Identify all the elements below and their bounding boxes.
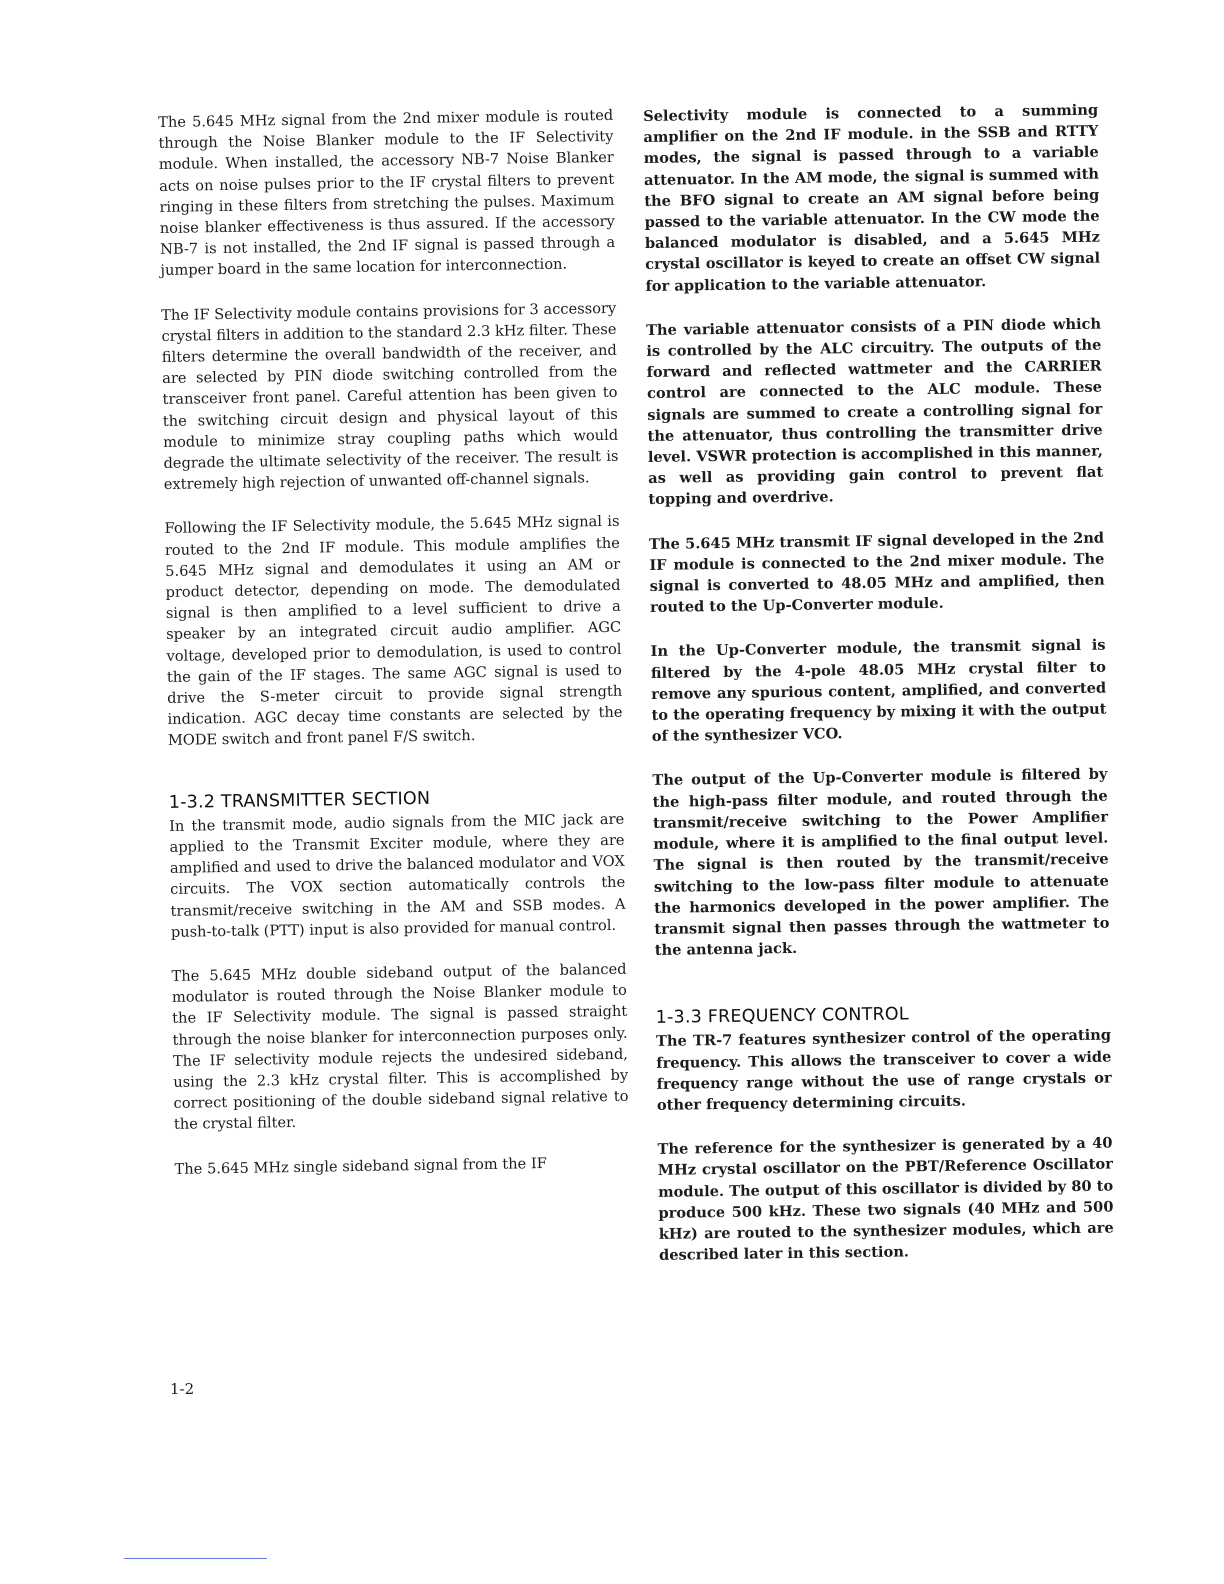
paragraph-transmit-if-signal: The 5.645 MHz transmit IF signal developed in the 2nd IF module is connected to the 2nd mixer module. The signal is converted to 48.05 MHz and amplified, then routed to the Up-Converter module. bbox=[648, 529, 1105, 617]
paragraph-double-sideband: The 5.645 MHz double sideband output of the balanced modulator is routed through the Noise Blanker module to the IF Selectivity module. The signal is passed straight through the noise blanker for interconnection purposes only. The IF selectivity module rejects the undesired sideband, using the 2.3 kHz crystal filter. This is accomplished by correct positioning of the double sideband signal relative to the crystal filter. bbox=[171, 960, 629, 1134]
paragraph-if-selectivity: The IF Selectivity module contains provisions for 3 accessory crystal filters in addition to the standard 2.3 kHz filter. These filters determine the overall bandwidth of the receiver, and are selected by PIN diode switching controlled from the transceiver front panel. Careful attention has been given to the switching circuit design and physical layout of this module to minimize stray coupling paths which would degrade the ultimate selectivity of the receiver. The result is extremely high rejection of unwanted off-channel signals. bbox=[161, 299, 619, 494]
paragraph-up-converter-output: The output of the Up-Converter module is filtered by the high-pass filter module, and routed through the transmit/receive switching to the Power Amplifier module, where it is amplified to the final output level. The signal is then routed by the transmit/receive switching to the low-pass filter module to attenuate the harmonics developed in the power amplifier. The transmit signal then passes through the wattmeter to the antenna jack. bbox=[652, 766, 1110, 960]
paragraph-transmit-mode: In the transmit mode, audio signals from the MIC jack are applied to the Transmit Exciter module, where they are amplified and used to drive the balanced modulator and VOX circuits. The VOX section automatically controls the transmit/receive switching in the AM and SSB modes. A push-to-talk (PTT) input is also provided for manual control. bbox=[169, 810, 626, 941]
paragraph-single-sideband: The 5.645 MHz single sideband signal from the IF bbox=[174, 1154, 547, 1178]
heading-frequency-control: 1-3.3 FREQUENCY CONTROL bbox=[655, 1004, 909, 1029]
paragraph-up-converter: In the Up-Converter module, the transmit signal is filtered by the 4-pole 48.05 MHz crystal filter to remove any spurious content, amplified, and converted to the operating frequency by mixing it with the output of the synthesizer VCO. bbox=[650, 637, 1107, 746]
paragraph-synthesizer-reference: The reference for the synthesizer is generated by a 40 MHz crystal oscillator on the PBT/Reference Oscillator module. The output of this oscillator is divided by 80 to produce 500 kHz. These two signals (40 MHz and 500 kHz) are routed to the synthesizer modules, which are described later in this section. bbox=[657, 1134, 1114, 1265]
paragraph-variable-attenuator: The variable attenuator consists of a PIN diode which is controlled by the ALC circuitry. The outputs of the forward and reflected wattmeter and the CARRIER control are connected to the ALC module. These signals are summed to create a controlling signal for the attenuator, thus controlling the transmitter drive level. VSWR protection is accomplished in this manner, as well as providing gain control to prevent flat topping and overdrive. bbox=[646, 315, 1104, 509]
right-column bbox=[643, 100, 1114, 1290]
left-column bbox=[158, 105, 630, 1203]
paragraph-summing-amplifier: Selectivity module is connected to a summing amplifier on the 2nd IF module. in the SSB and RTTY modes, the signal is passed through to a variable attenuator. In the AM mode, the signal is summed with the BFO signal to create an AM signal before being passed to the variable attenuator. In the CW mode the balanced modulator is disabled, and a 5.645 MHz crystal oscillator is keyed to create an offset CW signal for application to the variable attenuator. bbox=[643, 101, 1101, 295]
paragraph-noise-blanker: The 5.645 MHz signal from the 2nd mixer module is routed through the Noise Blanker module to the IF Selectivity module. When installed, the accessory NB-7 Noise Blanker acts on noise pulses prior to the IF crystal filters to prevent ringing in these filters from stretching the pulses. Maximum noise blanker effectiveness is thus assured. If the accessory NB-7 is not installed, the 2nd IF signal is passed through a jumper board in the same location for interconnection. bbox=[158, 106, 616, 280]
page-number: 1-2 bbox=[170, 1380, 195, 1398]
paragraph-synthesizer-control: The TR-7 features synthesizer control of the operating frequency. This allows the transceiver to cover a wide frequency range without the use of range crystals or other frequency determining circuits. bbox=[655, 1026, 1112, 1114]
heading-transmitter-section: 1-3.2 TRANSMITTER SECTION bbox=[168, 788, 431, 813]
paragraph-2nd-if-module: Following the IF Selectivity module, the 5.645 MHz signal is routed to the 2nd IF module. This module amplifies the 5.645 MHz signal and demodulates it using an AM or product detector, depending on mode. The demodulated signal is then amplified to a level sufficient to drive a speaker by an integrated circuit audio amplifier. AGC voltage, developed prior to demodulation, is used to control the gain of the IF stages. The same AGC signal is used to drive the S-meter circuit to provide signal strength indication. AGC decay time constants are selected by the MODE switch and front panel F/S switch. bbox=[164, 513, 623, 750]
footer-rule bbox=[124, 1558, 267, 1559]
